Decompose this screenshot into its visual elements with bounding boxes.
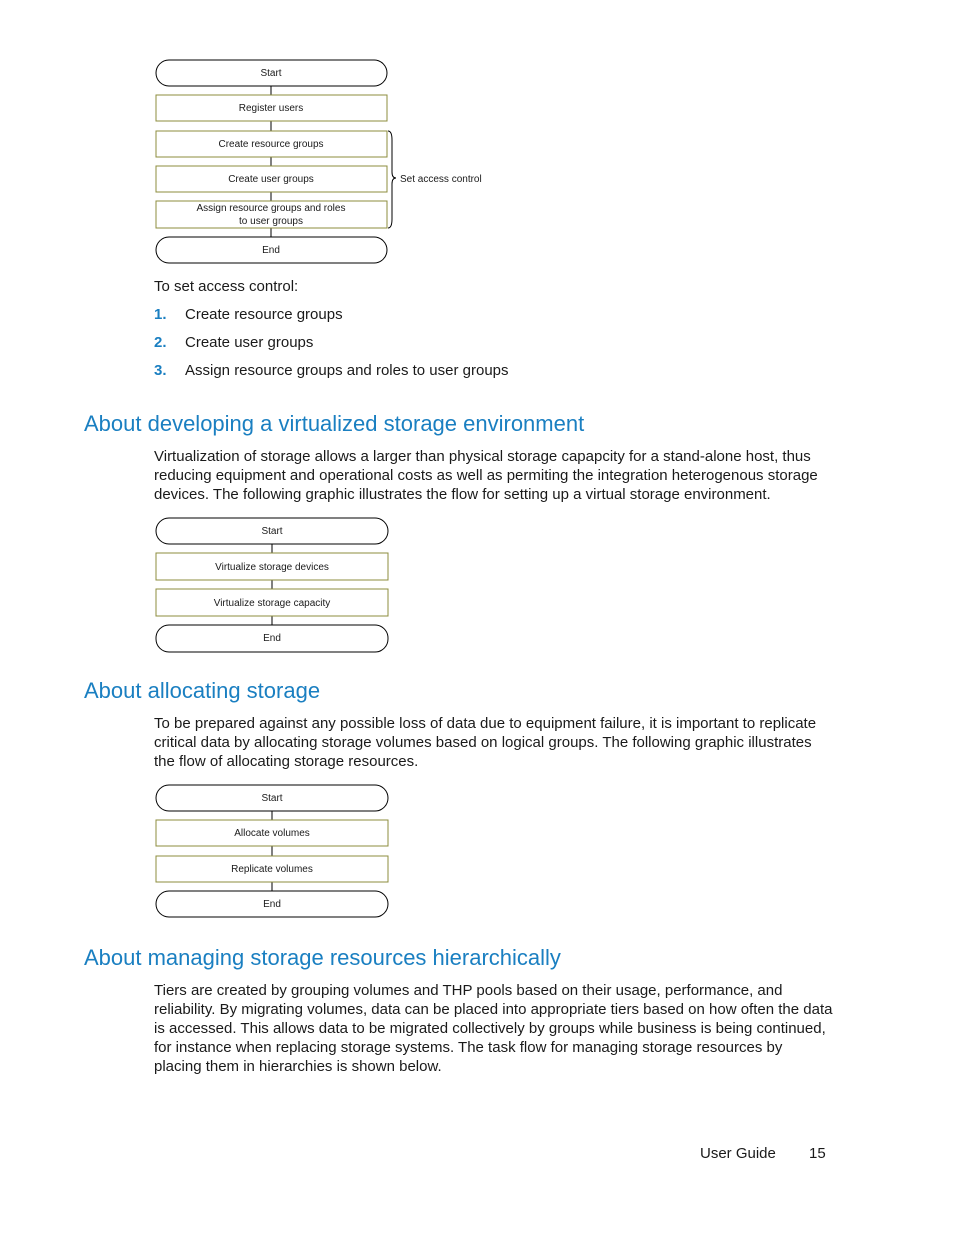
virtualized-flowchart <box>156 518 388 652</box>
flow-create-user-groups-label: Create user groups <box>228 174 314 185</box>
virt-start-label: Start <box>261 526 283 537</box>
alloc-end-label: End <box>263 899 281 910</box>
set-access-control-label: Set access control <box>400 174 482 185</box>
step-label: Assign resource groups and roles to user groups <box>185 362 509 379</box>
step-number: 1. <box>154 306 167 323</box>
footer-doc-title: User Guide <box>700 1145 776 1162</box>
step-label: Create resource groups <box>185 306 343 323</box>
virt-step2-label: Virtualize storage capacity <box>213 598 331 609</box>
flow-end-label: End <box>262 245 280 256</box>
allocating-body: To be prepared against any possible loss of data due to equipment failure, it is important to replicate critical data by allocating storage volumes based on logical groups. The following graphic illustrates the flow of allocating storage resources. <box>154 715 817 770</box>
flow-assign-label-line1: Assign resource groups and roles <box>196 203 346 214</box>
hierarchical-heading: About managing storage resources hierarchically <box>84 945 561 970</box>
alloc-start-label: Start <box>261 793 283 804</box>
alloc-step1-label: Allocate volumes <box>234 828 310 839</box>
flow-register-users-label: Register users <box>238 103 304 114</box>
access-control-flowchart <box>156 60 396 263</box>
flow-start-label: Start <box>260 68 282 79</box>
allocating-heading: About allocating storage <box>84 678 321 703</box>
set-access-control-brace <box>388 131 396 228</box>
virtualized-body: Virtualization of storage allows a larger than physical storage capapcity for a stand-alone host, thus reducing equipment and operational costs as well as permiting the integration heterogenous storage devices. The following graphic illustrates the flow for setting up a virtual storage environment. <box>154 448 818 503</box>
flow-assign-label-line2: to user groups <box>239 216 303 227</box>
step-number: 2. <box>154 334 167 351</box>
virtualized-heading: About developing a virtualized storage environment <box>84 411 585 436</box>
footer-page-number: 15 <box>809 1145 826 1162</box>
virt-step1-label: Virtualize storage devices <box>215 562 329 573</box>
access-intro: To set access control: <box>154 278 299 295</box>
step-label: Create user groups <box>185 334 314 351</box>
hierarchical-body: Tiers are created by grouping volumes and THP pools based on their usage, performance, and reliability. By migrating volumes, data can be placed into appropriate tiers based on how often the data is accessed. This allows data to be migrated collectively by groups while business is being continued, for instance when replacing storage systems. The task flow for managing storage resources by placing them in hierarchies is shown below. <box>154 982 833 1075</box>
allocating-flowchart <box>156 785 388 917</box>
step-number: 3. <box>154 362 167 379</box>
flow-create-resource-groups-label: Create resource groups <box>218 139 324 150</box>
alloc-step2-label: Replicate volumes <box>231 864 313 875</box>
virt-end-label: End <box>263 633 281 644</box>
